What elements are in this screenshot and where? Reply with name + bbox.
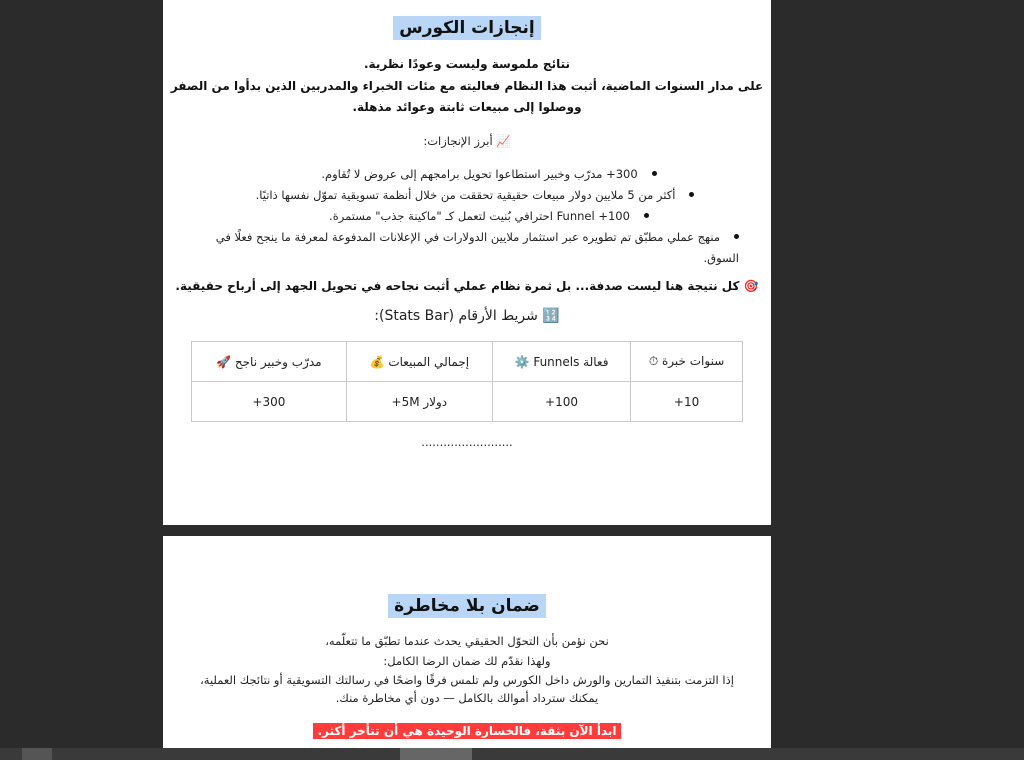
dotted-separator: ......................... bbox=[421, 435, 513, 449]
intro-bold-3: ووصلوا إلى مبيعات ثابتة وعوائد مذهلة. bbox=[352, 100, 582, 114]
achievements-heading: 📈 أبرز الإنجازات: bbox=[423, 134, 511, 148]
intro-bold-2: على مدار السنوات الماضية، أثبت هذا النظام فعاليته مع مئات الخبراء والمدربين الذين بدأوا من الصفر bbox=[170, 79, 764, 93]
list-item: 300+ مدرّب وخبير استطاعوا تحويل برامجهم إلى عروض لا تُقاوم. bbox=[199, 164, 739, 185]
table-row bbox=[192, 342, 743, 382]
guarantee-line-3: إذا التزمت بتنفيذ التمارين والورش داخل الكورس ولم تلمس فرقًا واضحًا في رسالتك التسويقية أو نتائجك العملية، bbox=[200, 673, 734, 687]
stats-header-cell: سنوات خبرة ⏱ bbox=[631, 342, 743, 382]
stats-header-cell: فعالة Funnels ⚙️ bbox=[492, 342, 630, 382]
list-item: منهج عملي مطبّق تم تطويره عبر استثمار ملايين الدولارات في الإعلانات المدفوعة لمعرفة ما ينجح فعلًا في السوق. bbox=[215, 230, 739, 265]
taskbar bbox=[0, 748, 1024, 760]
stats-heading: 🔢 شريط الأرقام (Stats Bar): bbox=[374, 308, 560, 324]
taskbar-button[interactable] bbox=[400, 748, 472, 760]
stats-value-cell: دولار 5M+ bbox=[346, 382, 492, 422]
stats-value-cell: 300+ bbox=[192, 382, 347, 422]
page-title: إنجازات الكورس bbox=[393, 16, 540, 40]
bullet-icon bbox=[689, 192, 694, 197]
taskbar-button[interactable] bbox=[22, 748, 52, 760]
achievements-list bbox=[199, 164, 739, 269]
guarantee-line-2: ولهذا نقدّم لك ضمان الرضا الكامل: bbox=[383, 654, 551, 668]
guarantee-line-1: نحن نؤمن بأن التحوّل الحقيقي يحدث عندما تطبّق ما تتعلّمه، bbox=[325, 634, 609, 648]
table-row bbox=[192, 382, 743, 422]
document-page-2 bbox=[163, 536, 771, 760]
stats-table bbox=[191, 341, 743, 422]
cta-wrap bbox=[163, 720, 771, 739]
bullet-icon bbox=[652, 171, 657, 176]
list-item: 100+ Funnel احترافي بُنيت لتعمل كـ "ماكينة جذب" مستمرة. bbox=[199, 206, 739, 227]
document-page-1 bbox=[163, 0, 771, 525]
title-wrap bbox=[163, 594, 771, 618]
intro-bold-1: نتائج ملموسة وليست وعودًا نظرية. bbox=[364, 57, 570, 71]
bullet-icon bbox=[644, 213, 649, 218]
stats-header-cell: إجمالي المبيعات 💰 bbox=[346, 342, 492, 382]
title-wrap bbox=[163, 16, 771, 40]
guarantee-line-4: يمكنك سترداد أموالك بالكامل — دون أي مخاطرة منك. bbox=[335, 691, 599, 705]
stats-header-cell: مدرّب وخبير ناجح 🚀 bbox=[192, 342, 347, 382]
stats-value-cell: 10+ bbox=[631, 382, 743, 422]
result-line: 🎯 كل نتيجة هنا ليست صدفة... بل ثمرة نظام عملي أثبت نجاحه في تحويل الجهد إلى أرباح حقيقية. bbox=[175, 279, 759, 293]
stats-value-cell: 100+ bbox=[492, 382, 630, 422]
section-title: ضمان بلا مخاطرة bbox=[388, 594, 546, 618]
bullet-icon bbox=[734, 234, 739, 239]
cta-highlight: ابدأ الآن بثقة، فالخسارة الوحيدة هي أن تتأخر أكثر. bbox=[313, 723, 620, 739]
list-item: أكثر من 5 ملايين دولار مبيعات حقيقية تحققت من خلال أنظمة تسويقية تموّل نفسها ذاتيًا. bbox=[199, 185, 739, 206]
